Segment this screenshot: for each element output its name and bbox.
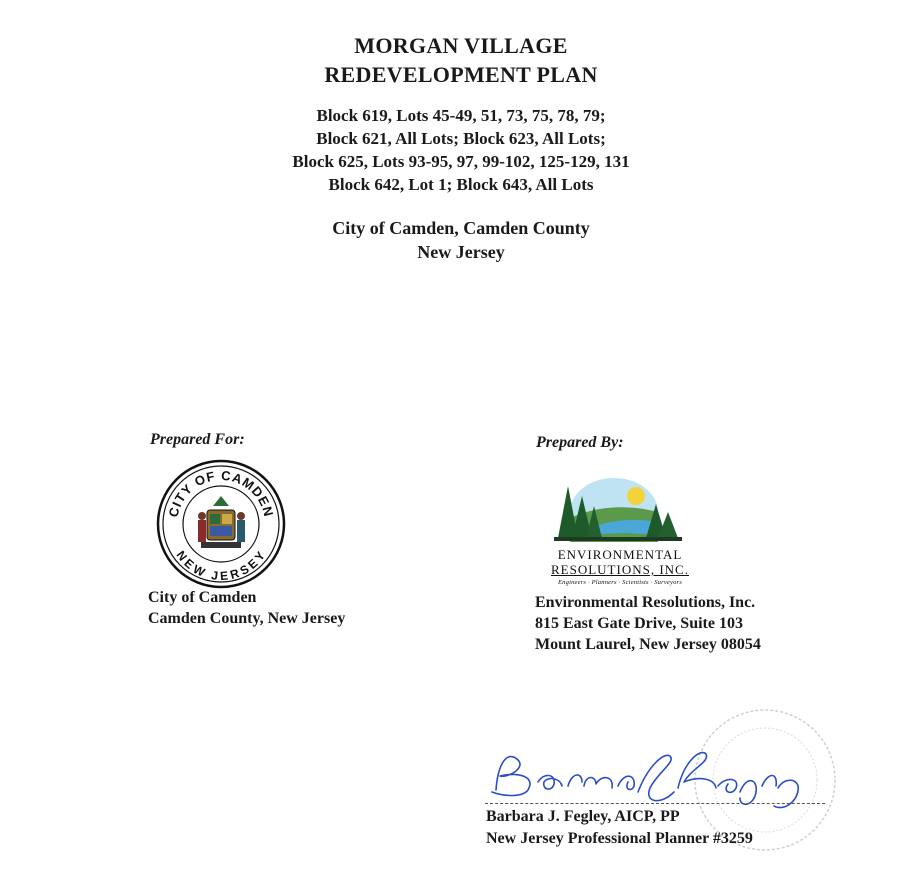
- firm-street: 815 East Gate Drive, Suite 103: [535, 615, 743, 632]
- title-line-1: MORGAN VILLAGE: [354, 33, 568, 58]
- signatory-credential: New Jersey Professional Planner #3259: [486, 830, 753, 847]
- block-lot-list: [0, 104, 922, 196]
- location: [0, 216, 922, 264]
- signature-line: [485, 803, 825, 804]
- title-line-2: REDEVELOPMENT PLAN: [324, 62, 598, 87]
- firm-city: Mount Laurel, New Jersey 08054: [535, 636, 761, 653]
- block-line: Block 625, Lots 93-95, 97, 99-102, 125-129, 131: [292, 152, 630, 171]
- environmental-resolutions-logo-icon: [550, 478, 690, 586]
- seal-bottom-text: NEW JERSEY: [173, 548, 269, 584]
- prepared-for-address: [148, 587, 345, 629]
- client-name: City of Camden: [148, 589, 257, 606]
- location-line-1: City of Camden, Camden County: [332, 218, 590, 238]
- block-line: Block 621, All Lots; Block 623, All Lots;: [316, 129, 606, 148]
- prepared-by-address: [535, 592, 761, 655]
- signatory: [486, 806, 753, 850]
- client-county: Camden County, New Jersey: [148, 610, 346, 627]
- logo-name-line-1: ENVIRONMENTAL: [557, 547, 683, 562]
- logo-tagline: Engineers · Planners · Scientists · Surveyors: [558, 579, 682, 586]
- firm-name: Environmental Resolutions, Inc.: [535, 594, 756, 611]
- prepared-for-label: Prepared For:: [150, 431, 245, 448]
- logo-name-line-2: RESOLUTIONS, INC.: [551, 562, 689, 577]
- prepared-by-label: Prepared By:: [536, 434, 624, 451]
- location-line-2: New Jersey: [417, 242, 505, 262]
- seal-top-text: CITY OF CAMDEN: [165, 467, 277, 519]
- document-title: [0, 31, 922, 89]
- block-line: Block 642, Lot 1; Block 643, All Lots: [328, 175, 594, 194]
- handwritten-signature: [478, 742, 818, 812]
- block-line: Block 619, Lots 45-49, 51, 73, 75, 78, 79;: [316, 106, 606, 125]
- signatory-name: Barbara J. Fegley, AICP, PP: [486, 808, 680, 825]
- city-of-camden-seal-icon: [155, 458, 287, 590]
